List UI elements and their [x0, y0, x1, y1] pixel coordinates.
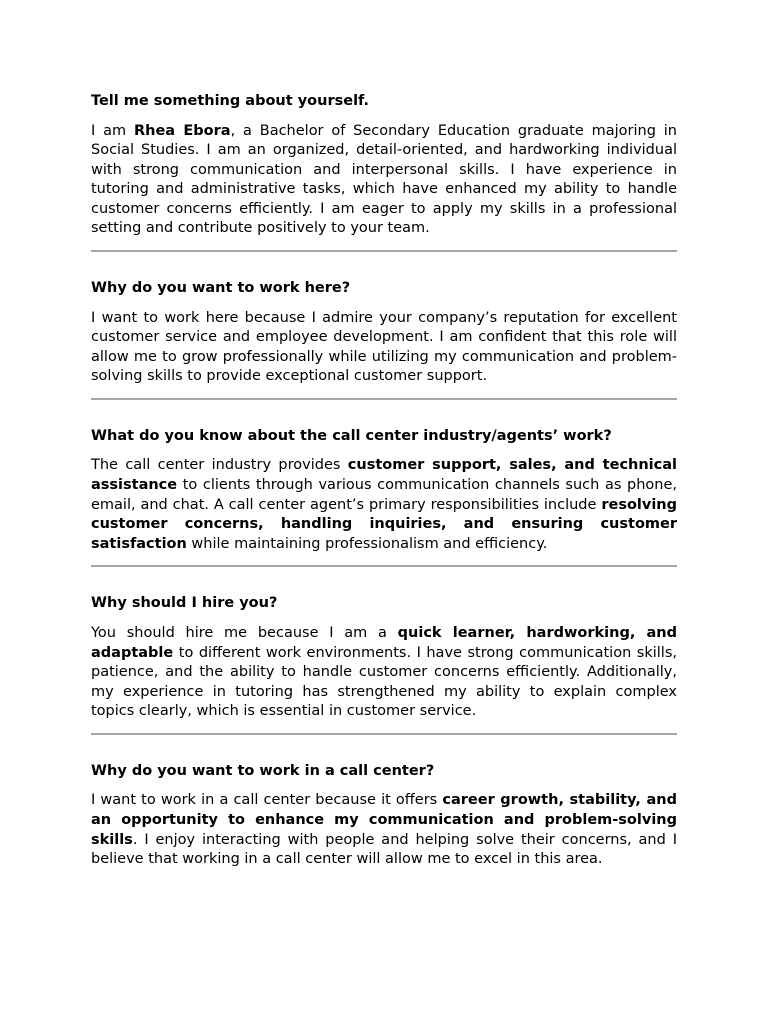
answer-text: while maintaining professionalism and efficiency.	[186, 535, 548, 552]
answer-paragraph	[91, 122, 677, 240]
answer-text: The call center industry provides	[91, 457, 348, 474]
answer-text: You should hire me because I am a	[91, 624, 398, 641]
section-divider	[91, 250, 677, 252]
question-heading: Tell me something about yourself.	[91, 93, 370, 109]
answer-text: , a Bachelor of Secondary Education graduate majoring in Social Studies. I am an organized, detail-oriented, and hardworking individual with strong communication and interpersonal skills. I have experience in tutoring and administrative tasks, which have enhanced my ability to handle customer concerns efficiently. I am eager to apply my skills in a professional setting and contribute positively to your team.	[91, 122, 677, 237]
answer-text: to different work environments. I have strong communication skills, patience, and the ability to handle customer concerns efficiently. Additionally, my experience in tutoring has strengthened my ability to explain complex topics clearly, which is essential in customer service.	[91, 644, 677, 720]
qa-section-industry-knowledge	[91, 427, 677, 554]
question-heading: Why should I hire you?	[91, 595, 278, 612]
answer-paragraph	[91, 624, 677, 722]
answer-bold-text: career growth, stability, and an opportunity to enhance my communication and problem-solving skills	[91, 792, 677, 848]
answer-paragraph	[91, 309, 677, 387]
section-divider	[91, 398, 677, 400]
qa-section-work-here	[91, 279, 677, 387]
answer-text: . I enjoy interacting with people and helping solve their concerns, and I believe that working in a call center will allow me to excel in this area.	[91, 831, 677, 868]
question-heading: Why do you want to work here?	[91, 280, 351, 297]
qa-section-why-hire	[91, 594, 677, 721]
answer-paragraph	[91, 791, 677, 869]
qa-section-about-yourself	[91, 92, 677, 239]
qa-section-call-center	[91, 762, 677, 870]
answer-paragraph	[91, 456, 677, 554]
answer-bold-text: customer support, sales, and technical assistance	[91, 457, 678, 494]
answer-text: I want to work here because I admire your company’s reputation for excellent customer service and employee development. I am confident that this role will allow me to grow professionally while utilizing my communication and problem-solving skills to provide exceptional customer support.	[91, 309, 677, 385]
section-divider	[91, 733, 677, 735]
answer-text: I want to work in a call center because it offers	[91, 792, 443, 809]
answer-bold-text: quick learner, hardworking, and adaptable	[91, 624, 678, 661]
question-heading: What do you know about the call center industry/agents’ work?	[91, 427, 612, 444]
answer-text: I am	[91, 122, 134, 139]
answer-bold-text: Rhea Ebora	[133, 122, 231, 139]
answer-bold-text: resolving customer concerns, handling inquiries, and ensuring customer satisfaction	[91, 496, 677, 552]
answer-text: to clients through various communication channels such as phone, email, and chat. A call center agent’s primary responsibilities include	[91, 477, 677, 513]
section-divider	[91, 565, 677, 567]
question-heading: Why do you want to work in a call center?	[91, 762, 435, 779]
